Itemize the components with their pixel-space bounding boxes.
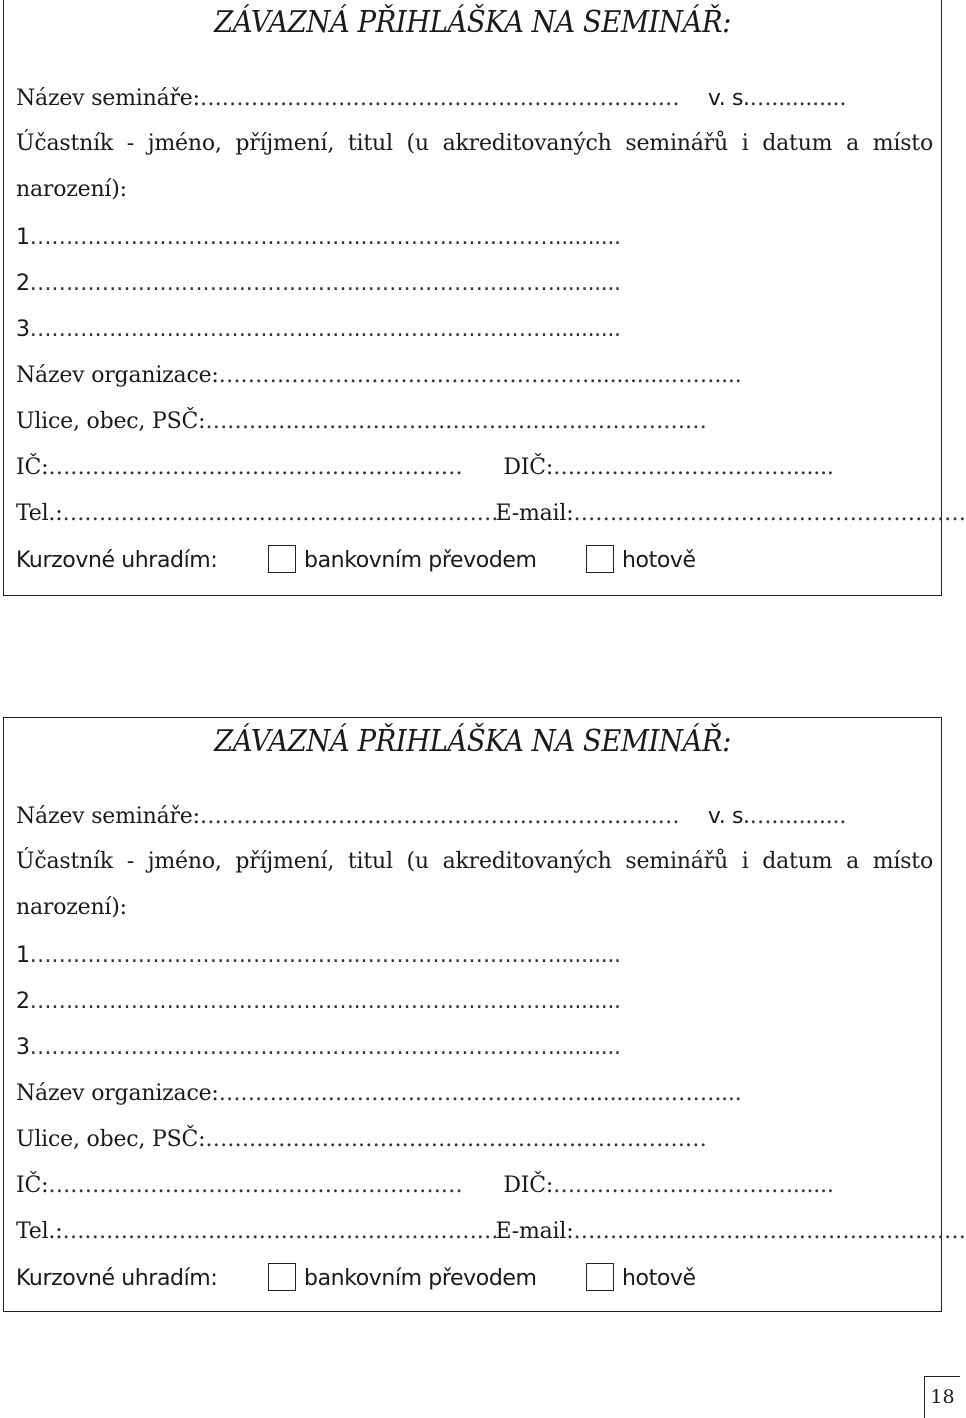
organization-field[interactable]: ……………………………………………............…….... (218, 363, 742, 388)
organization-label: Název organizace: (16, 363, 219, 388)
seminar-name-row (16, 84, 933, 114)
address-label: Ulice, obec, PSČ: (16, 1127, 206, 1152)
dic-label: DIČ: (503, 1173, 554, 1198)
email-label: E-mail: (495, 501, 574, 526)
tel-label: Tel.: (16, 1219, 63, 1244)
participant-row-3 (16, 1033, 933, 1063)
participant-field-3[interactable]: ……………………………………….……………………….......... (29, 1035, 621, 1060)
ic-dic-row (16, 453, 933, 483)
payment-option-bank[interactable] (268, 1264, 537, 1294)
organization-label: Název organizace: (16, 1081, 219, 1106)
email-field[interactable]: ……………………………………………… (573, 1219, 966, 1244)
email-label: E-mail: (495, 1219, 574, 1244)
seminar-name-label: Název semináře: (16, 86, 200, 111)
seminar-vs-label: v. s. (707, 804, 750, 829)
ic-field[interactable]: ………………………………………………… (48, 455, 463, 480)
payment-row (16, 1264, 933, 1294)
form-title: ZÁVAZNÁ PŘIHLÁŠKA NA SEMINÁŘ: (214, 724, 731, 759)
cash-checkbox[interactable] (586, 545, 614, 573)
seminar-name-label: Název semináře: (16, 804, 200, 829)
payment-label: Kurzovné uhradím: (16, 548, 218, 573)
participant-number: 3 (16, 317, 30, 342)
seminar-name-field[interactable]: ………………………………………………………… (199, 804, 680, 829)
bank-transfer-label: bankovním převodem (304, 1266, 537, 1291)
contact-row (16, 499, 966, 529)
participant-label: Účastník - jméno, příjmení, titul (u akreditovaných seminářů i datum a místo (16, 131, 933, 156)
address-row (16, 1125, 933, 1155)
seminar-name-field[interactable]: ………………………………………………………… (199, 86, 680, 111)
ic-label: IČ: (16, 455, 49, 480)
contact-row (16, 1217, 966, 1247)
payment-label: Kurzovné uhradím: (16, 1266, 218, 1291)
seminar-vs-field[interactable]: …........... (749, 86, 847, 111)
tel-field[interactable]: …………………………………………………… (62, 501, 499, 526)
participant-field-2[interactable]: ……………………………………….……………………….......... (29, 989, 621, 1014)
seminar-name-row (16, 802, 933, 832)
address-row (16, 407, 933, 437)
payment-row (16, 546, 933, 576)
dic-field[interactable]: ……………………………...... (553, 1173, 834, 1198)
cash-label: hotově (622, 1266, 696, 1291)
dic-field[interactable]: ……………………………...... (553, 455, 834, 480)
organization-field[interactable]: ……………………………………………............…….... (218, 1081, 742, 1106)
address-label: Ulice, obec, PSČ: (16, 409, 206, 434)
participant-field-1[interactable]: ……………………………………….……………………….......... (29, 225, 621, 250)
form-title: ZÁVAZNÁ PŘIHLÁŠKA NA SEMINÁŘ: (214, 5, 731, 40)
seminar-vs-field[interactable]: …........... (749, 804, 847, 829)
dic-label: DIČ: (503, 455, 554, 480)
tel-label: Tel.: (16, 501, 63, 526)
seminar-vs-label: v. s. (707, 86, 750, 111)
participant-row-2 (16, 269, 933, 299)
participant-row-2 (16, 987, 933, 1017)
address-field[interactable]: …………………………………………………………… (205, 1127, 707, 1152)
address-field[interactable]: …………………………………………………………… (205, 409, 707, 434)
payment-option-cash[interactable] (586, 1264, 696, 1294)
ic-dic-row (16, 1171, 933, 1201)
participant-field-2[interactable]: ……………………………………….……………………….......... (29, 271, 621, 296)
payment-option-cash[interactable] (586, 546, 696, 576)
payment-option-bank[interactable] (268, 546, 537, 576)
participant-number: 1 (16, 943, 30, 968)
page-number: 18 (924, 1376, 960, 1418)
registration-form-1 (3, 0, 966, 596)
cash-checkbox[interactable] (586, 1263, 614, 1291)
participant-number: 3 (16, 1035, 30, 1060)
participant-label-cont: narození): (16, 895, 127, 920)
participant-label: Účastník - jméno, příjmení, titul (u akreditovaných seminářů i datum a místo (16, 849, 933, 874)
cash-label: hotově (622, 548, 696, 573)
registration-form-2 (3, 717, 966, 1312)
ic-field[interactable]: ………………………………………………… (48, 1173, 463, 1198)
participant-row-3 (16, 315, 933, 345)
organization-row (16, 361, 933, 391)
participant-field-1[interactable]: ……………………………………….……………………….......... (29, 943, 621, 968)
bank-transfer-checkbox[interactable] (268, 545, 296, 573)
participant-field-3[interactable]: ……………………………………….……………………….......... (29, 317, 621, 342)
participant-number: 2 (16, 989, 30, 1014)
participant-row-1 (16, 941, 933, 971)
bank-transfer-label: bankovním převodem (304, 548, 537, 573)
participant-label-cont: narození): (16, 177, 127, 202)
organization-row (16, 1079, 933, 1109)
tel-field[interactable]: …………………………………………………… (62, 1219, 499, 1244)
bank-transfer-checkbox[interactable] (268, 1263, 296, 1291)
participant-number: 2 (16, 271, 30, 296)
participant-row-1 (16, 223, 933, 253)
email-field[interactable]: ……………………………………………… (573, 501, 966, 526)
participant-number: 1 (16, 225, 30, 250)
ic-label: IČ: (16, 1173, 49, 1198)
